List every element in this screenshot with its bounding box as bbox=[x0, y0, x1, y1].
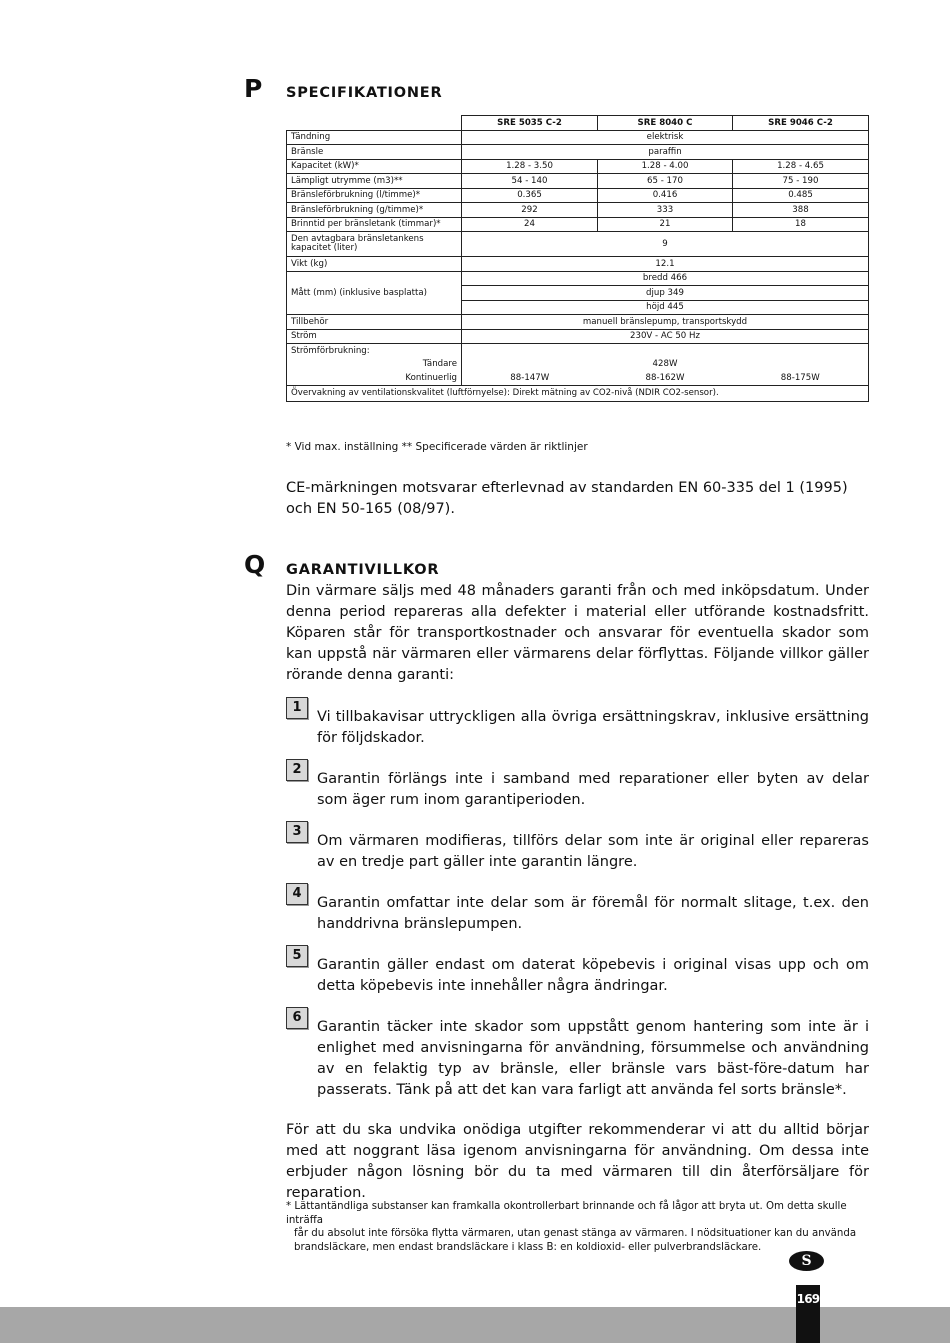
section-letter-p: P bbox=[244, 74, 263, 103]
row-label: Kapacitet (kW)* bbox=[287, 159, 462, 174]
cell-value: djup 349 bbox=[462, 286, 869, 301]
cell-value: 88-162W bbox=[598, 371, 733, 385]
cell-value: 0.365 bbox=[462, 188, 598, 203]
cell-value: paraffin bbox=[462, 145, 869, 160]
row-label: Bränsleförbrukning (l/timme)* bbox=[287, 188, 462, 203]
table-row bbox=[287, 344, 869, 358]
table-row bbox=[287, 203, 869, 218]
section-letter-q: Q bbox=[244, 550, 266, 579]
language-badge: S bbox=[789, 1251, 824, 1271]
cell-value: 9 bbox=[462, 232, 869, 257]
cell-value: höjd 445 bbox=[462, 300, 869, 315]
table-row bbox=[287, 217, 869, 232]
cell-value: bredd 466 bbox=[462, 271, 869, 286]
row-label: Vikt (kg) bbox=[287, 257, 462, 272]
cell-value: 292 bbox=[462, 203, 598, 218]
item-number-badge: 5 bbox=[286, 945, 308, 967]
table-row bbox=[287, 329, 869, 344]
table-footnote: * Vid max. inställning ** Specificerade värden är riktlinjer bbox=[286, 441, 588, 453]
cell-value: elektrisk bbox=[462, 130, 869, 145]
safety-note-line: får du absolut inte försöka flytta värmaren, utan genast stänga av värmaren. I nödsituationer kan du använda bbox=[294, 1228, 857, 1239]
table-row bbox=[287, 271, 869, 286]
row-label: Kontinuerlig bbox=[287, 371, 462, 385]
cell-value: 75 - 190 bbox=[733, 174, 869, 189]
table-header-row bbox=[287, 116, 869, 131]
ce-marking-text: CE-märkningen motsvarar efterlevnad av standarden EN 60-335 del 1 (1995) och EN 50-165 (08/97). bbox=[286, 480, 848, 517]
cell-value: 88-175W bbox=[733, 371, 869, 385]
row-label: Ström bbox=[287, 329, 462, 344]
model-header: SRE 8040 C bbox=[598, 116, 733, 131]
table-row bbox=[287, 188, 869, 203]
item-number-badge: 6 bbox=[286, 1007, 308, 1029]
model-header: SRE 9046 C-2 bbox=[733, 116, 869, 131]
row-label: Tändning bbox=[287, 130, 462, 145]
cell-value: 24 bbox=[462, 217, 598, 232]
cell-value: 21 bbox=[598, 217, 733, 232]
safety-note-line: brandsläckare, men endast brandsläckare i klass B: en koldioxid- eller pulverbrandsläckare. bbox=[294, 1241, 762, 1253]
table-row bbox=[287, 358, 869, 372]
cell-value: 18 bbox=[733, 217, 869, 232]
warranty-intro: Din värmare säljs med 48 månaders garanti från och med inköpsdatum. Under denna period repareras alla defekter i material eller utförande kostnadsfritt. Köparen står för transportkostnader och ansvarar för eventuella skador som kan uppstå när värmaren eller värmarens delar förflyttas. Följande villkor gäller rörande denna garanti: bbox=[286, 583, 869, 683]
item-number-badge: 2 bbox=[286, 759, 308, 781]
row-label: Bränsleförbrukning (g/timme)* bbox=[287, 203, 462, 218]
table-row bbox=[287, 232, 869, 257]
cell-value: 54 - 140 bbox=[462, 174, 598, 189]
item-text: Garantin förlängs inte i samband med reparationer eller byten av delar som äger rum inom garantiperioden. bbox=[317, 771, 869, 808]
safety-note-line: * Lättantändliga substanser kan framkalla okontrollerbart brinnande och få lågor att bryta ut. Om detta skulle inträffa bbox=[286, 1201, 847, 1226]
cell-value: 0.416 bbox=[598, 188, 733, 203]
cell-value: 428W bbox=[462, 358, 869, 372]
row-label-line: Den avtagbara bränsletankens bbox=[291, 233, 424, 244]
table-row bbox=[287, 174, 869, 189]
row-label: Mått (mm) (inklusive basplatta) bbox=[287, 271, 462, 315]
warranty-closing: För att du ska undvika onödiga utgifter rekommenderar vi att du alltid börjar med att noggrant läsa igenom anvisningarna för användning. Om dessa inte erbjuder någon lösning bör du ta med värmaren till din återförsäljare för reparation. bbox=[286, 1122, 869, 1201]
cell-value: 1.28 - 3.50 bbox=[462, 159, 598, 174]
table-row bbox=[287, 315, 869, 330]
item-text: Garantin gäller endast om daterat köpebevis i original visas upp och om detta köpebevis inte innehåller några ändringar. bbox=[317, 957, 869, 994]
cell-value: 65 - 170 bbox=[598, 174, 733, 189]
item-text: Om värmaren modifieras, tillförs delar som inte är original eller repareras av en tredje part gäller inte garantin längre. bbox=[317, 833, 869, 870]
cell-empty bbox=[462, 344, 869, 358]
row-label: Lämpligt utrymme (m3)** bbox=[287, 174, 462, 189]
cell-value: 12.1 bbox=[462, 257, 869, 272]
monitoring-note: Övervakning av ventilationskvalitet (luftförnyelse): Direkt mätning av CO2-nivå (NDIR CO2-sensor). bbox=[287, 385, 869, 401]
row-label: Strömförbrukning: bbox=[287, 344, 462, 358]
item-text: Vi tillbakavisar uttryckligen alla övriga ersättningskrav, inklusive ersättning för följdskador. bbox=[317, 709, 869, 746]
table-row bbox=[287, 145, 869, 160]
row-label bbox=[287, 232, 462, 257]
table-row bbox=[287, 257, 869, 272]
item-text: Garantin täcker inte skador som uppstått genom hantering som inte är i enlighet med anvisningarna för användning, försummelse och användning av en felaktig typ av bränsle, eller bränsle vars bäst-före-datum har passerats. Tänk på att det kan vara farligt att använda fel sorts bränsle*. bbox=[317, 1019, 869, 1098]
cell-value: 1.28 - 4.00 bbox=[598, 159, 733, 174]
cell-value: 333 bbox=[598, 203, 733, 218]
table-row bbox=[287, 159, 869, 174]
row-label: Brinntid per bränsletank (timmar)* bbox=[287, 217, 462, 232]
cell-value: 88-147W bbox=[462, 371, 598, 385]
row-label: Tillbehör bbox=[287, 315, 462, 330]
cell-value: 230V - AC 50 Hz bbox=[462, 329, 869, 344]
table-row bbox=[287, 130, 869, 145]
item-text: Garantin omfattar inte delar som är föremål för normalt slitage, t.ex. den handdrivna bränslepumpen. bbox=[317, 895, 869, 932]
item-number-badge: 1 bbox=[286, 697, 308, 719]
section-title-garantivillkor: GARANTIVILLKOR bbox=[286, 562, 440, 578]
item-number-badge: 3 bbox=[286, 821, 308, 843]
row-label: Bränsle bbox=[287, 145, 462, 160]
safety-note bbox=[286, 1200, 869, 1254]
cell-value: 388 bbox=[733, 203, 869, 218]
row-label-line: kapacitet (liter) bbox=[291, 243, 358, 253]
model-header: SRE 5035 C-2 bbox=[462, 116, 598, 131]
row-label: Tändare bbox=[287, 358, 462, 372]
cell-value: 0.485 bbox=[733, 188, 869, 203]
table-row bbox=[287, 371, 869, 385]
section-title-specifikationer: SPECIFIKATIONER bbox=[286, 85, 443, 101]
cell-value: manuell bränslepump, transportskydd bbox=[462, 315, 869, 330]
page-number: 169 bbox=[796, 1285, 820, 1343]
table-row bbox=[287, 385, 869, 401]
cell-value: 1.28 - 4.65 bbox=[733, 159, 869, 174]
specifications-table bbox=[286, 115, 869, 402]
item-number-badge: 4 bbox=[286, 883, 308, 905]
table-corner bbox=[287, 116, 462, 131]
